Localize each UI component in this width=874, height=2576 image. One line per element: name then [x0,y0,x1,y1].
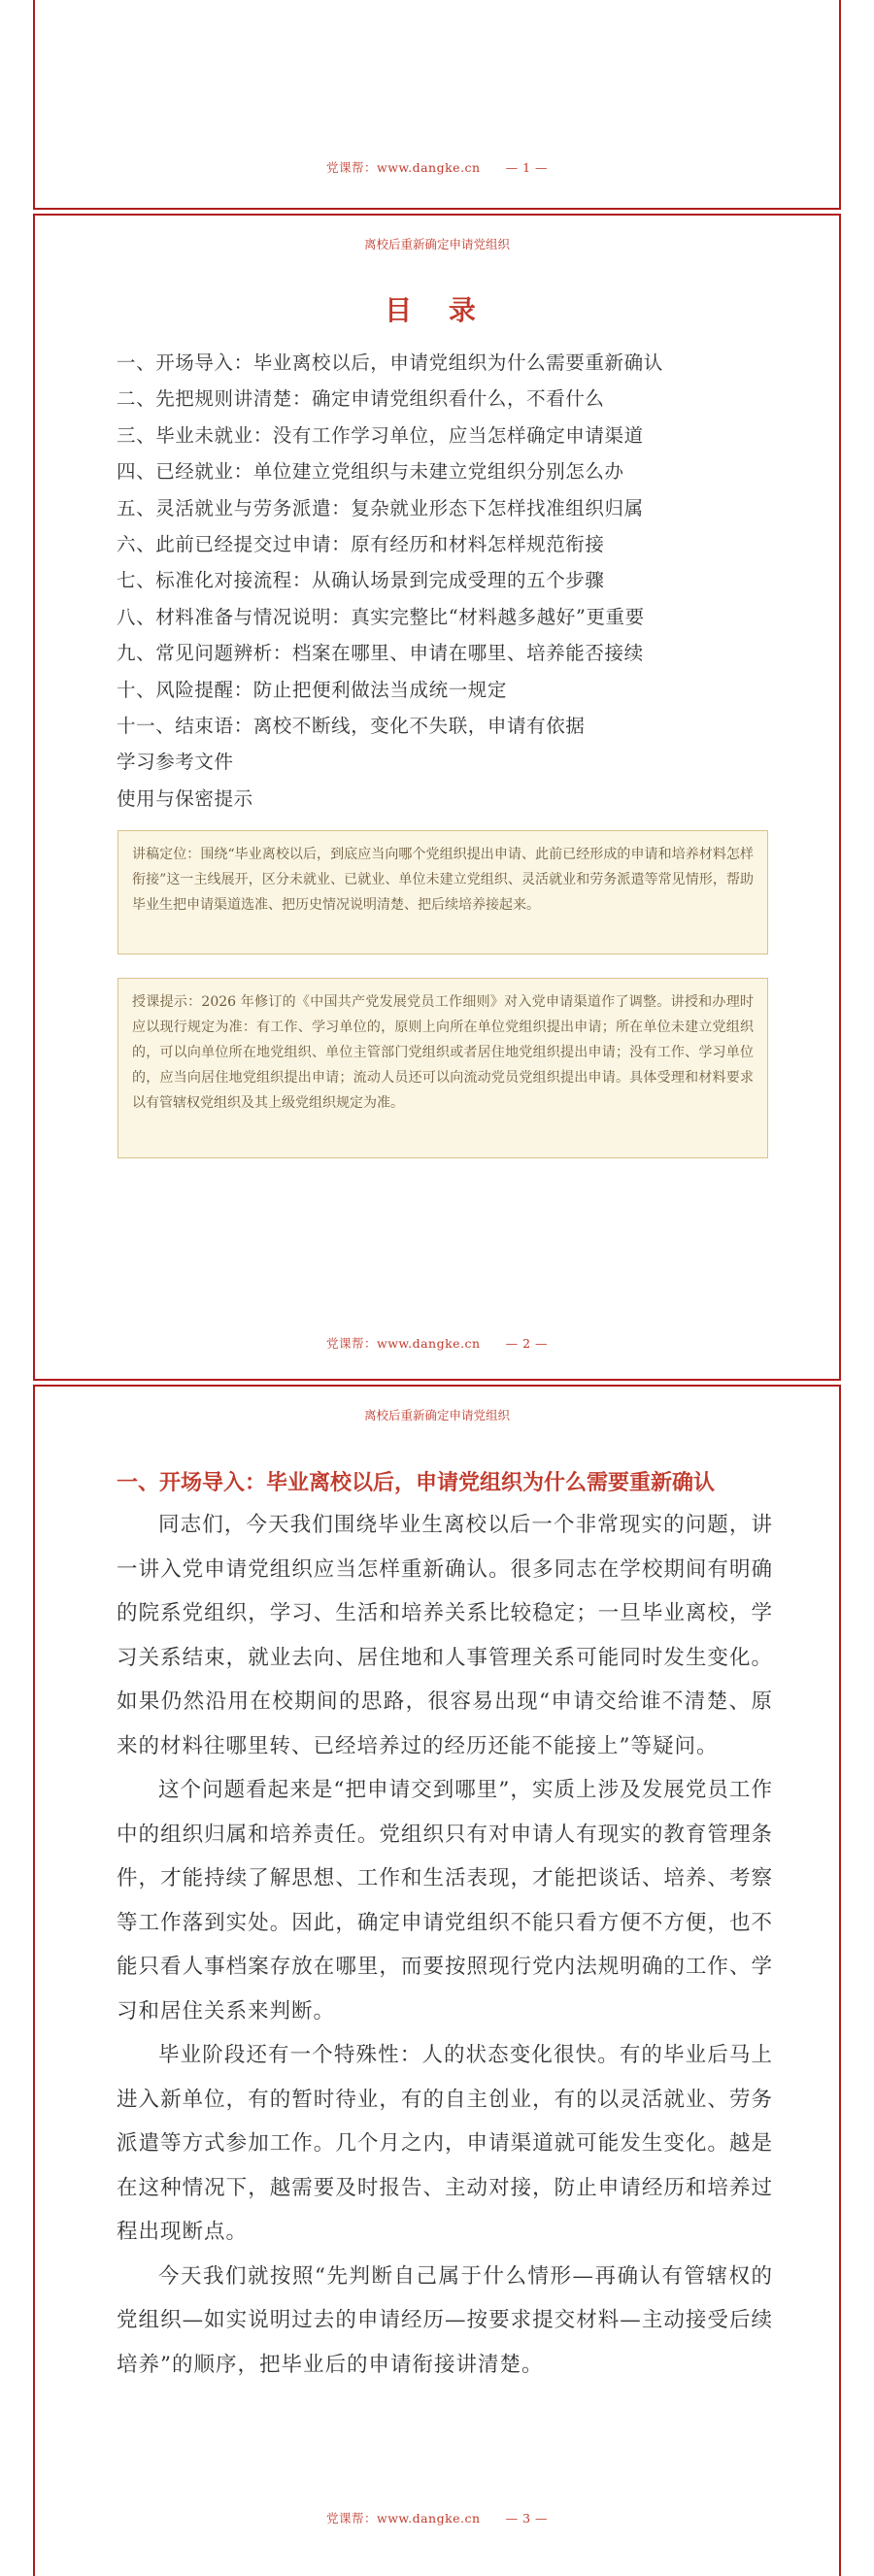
toc-item[interactable]: 十、风险提醒：防止把便利做法当成统一规定 [117,678,508,701]
page-footer [35,2509,839,2526]
body-paragraph: 毕业阶段还有一个特殊性：人的状态变化很快。有的毕业后马上进入新单位，有的暂时待业，有的自主创业，有的以灵活就业、劳务派遣等方式参加工作。几个月之内，申请渠道就可能发生变化。越是在这种情况下，越需要及时报告、主动对接，防止申请经历和培养过程出现断点。 [117,2043,773,2244]
section-heading: 一、开场导入：毕业离校以后，申请党组织为什么需要重新确认 [117,1470,716,1495]
footer-page-number: — 3 — [505,2511,548,2526]
footer-page-number: — 2 — [505,1336,548,1351]
lecture-positioning-note: 讲稿定位：围绕“毕业离校以后，到底应当向哪个党组织提出申请、此前已经形成的申请和培养材料怎样衔接”这一主线展开，区分未就业、已就业、单位未建立党组织、灵活就业和劳务派遣等常见情形，帮助毕业生把申请渠道选准、把历史情况说明清楚、把后续培养接起来。 [118,830,768,954]
toc-item[interactable]: 五、灵活就业与劳务派遣：复杂就业形态下怎样找准组织归属 [117,496,644,519]
toc-item[interactable]: 七、标准化对接流程：从确认场景到完成受理的五个步骤 [117,569,605,592]
toc-title: 目 录 [385,294,489,326]
body-paragraph: 这个问题看起来是“把申请交到哪里”，实质上涉及发展党员工作中的组织归属和培养责任。党组织只有对申请人有现实的教育管理条件，才能持续了解思想、工作和生活表现，才能把谈话、培养、考察等工作落到实处。因此，确定申请党组织不能只看方便不方便，也不能只看人事档案存放在哪里，而要按照现行党内法规明确的工作、学习和居住关系来判断。 [117,1778,773,2024]
toc-item[interactable]: 四、已经就业：单位建立党组织与未建立党组织分别怎么办 [117,460,624,484]
footer-page-number: — 1 — [505,160,548,175]
page-1 [33,0,841,210]
teaching-tips-note: 授课提示：2026 年修订的《中国共产党发展党员工作细则》对入党申请渠道作了调整。讲授和办理时应以现行规定为准：有工作、学习单位的，原则上向所在单位党组织提出申请；所在单位未建立党组织的，可以向单位所在地党组织、单位主管部门党组织或者居住地党组织提出申请；没有工作、学习单位的，应当向居住地党组织提出申请；流动人员还可以向流动党员党组织提出申请。具体受理和材料要求以有管辖权党组织及其上级党组织规定为准。 [118,978,768,1158]
section-body [117,1503,773,2387]
toc-item[interactable]: 八、材料准备与情况说明：真实完整比“材料越多越好”更重要 [117,605,645,628]
footer-site: 党课帮：www.dangke.cn [326,2511,481,2526]
footer-site: 党课帮：www.dangke.cn [326,1336,481,1351]
page-footer [35,158,839,176]
page-3 [33,1385,841,2576]
toc-item[interactable]: 一、开场导入：毕业离校以后，申请党组织为什么需要重新确认 [117,351,663,374]
page-2 [33,214,841,1381]
page-header: 离校后重新确定申请党组织 [363,1408,510,1422]
toc-item[interactable]: 三、毕业未就业：没有工作学习单位，应当怎样确定申请渠道 [117,423,644,447]
toc-item[interactable]: 学习参考文件 [117,751,234,774]
body-paragraph: 今天我们就按照“先判断自己属于什么情形—再确认有管辖权的党组织—如实说明过去的申请经历—按要求提交材料—主动接受后续培养”的顺序，把毕业后的申请衔接讲清楚。 [117,2263,773,2377]
toc-item[interactable]: 使用与保密提示 [117,786,253,810]
page-footer [35,1334,839,1352]
table-of-contents [117,345,777,817]
toc-item[interactable]: 六、此前已经提交过申请：原有经历和材料怎样规范衔接 [117,532,605,555]
page-header: 离校后重新确定申请党组织 [363,237,510,251]
toc-item[interactable]: 十一、结束语：离校不断线，变化不失联，申请有依据 [117,714,586,737]
toc-item[interactable]: 二、先把规则讲清楚：确定申请党组织看什么，不看什么 [117,387,605,411]
toc-item[interactable]: 九、常见问题辨析：档案在哪里、申请在哪里、培养能否接续 [117,642,644,665]
footer-site: 党课帮：www.dangke.cn [326,160,481,175]
body-paragraph: 同志们，今天我们围绕毕业生离校以后一个非常现实的问题，讲一讲入党申请党组织应当怎样重新确认。很多同志在学校期间有明确的院系党组织，学习、生活和培养关系比较稳定；一旦毕业离校，学习关系结束，就业去向、居住地和人事管理关系可能同时发生变化。如果仍然沿用在校期间的思路，很容易出现“申请交给谁不清楚、原来的材料往哪里转、已经培养过的经历还能不能接上”等疑问。 [117,1513,773,1758]
